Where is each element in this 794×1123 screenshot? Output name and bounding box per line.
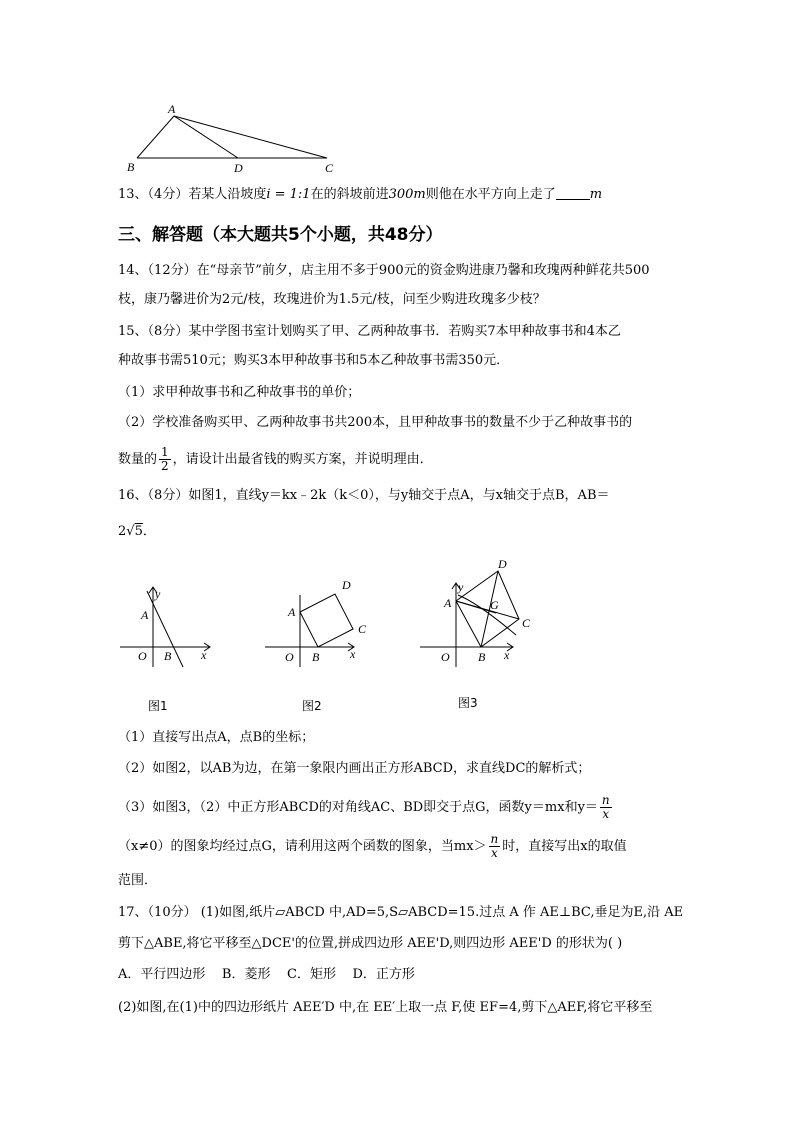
figure-2-svg: [262, 575, 367, 670]
edge-AB: [137, 116, 174, 158]
label-A: A: [141, 608, 149, 622]
q15-part2b-pre: 数量的: [118, 452, 158, 467]
q13-distance: 300m: [388, 187, 426, 202]
fraction-half: [159, 446, 171, 473]
label-A: A: [288, 605, 296, 619]
fig1-caption: 图1: [148, 699, 168, 713]
label-O: O: [138, 649, 147, 663]
triangle-figure: [120, 100, 350, 180]
q15-part1: （1）求甲种故事书和乙种故事书的单价；: [118, 385, 361, 400]
q16-part1: （1）直接写出点A，点B的坐标；: [118, 730, 315, 745]
label-B: B: [164, 649, 172, 663]
option-b[interactable]: B．菱形: [221, 967, 271, 982]
figure-2: [262, 575, 367, 670]
q16-part3-text: （3）如图3，（2）中正方形ABCD的对角线AC、BD即交于点G，函数y＝mx和y＝: [118, 800, 598, 815]
q13-math: i = 1:1: [266, 187, 311, 202]
q16-radicand: 5: [134, 524, 143, 539]
q16-line1: 16、（8分）如图1，直线y＝kx﹣2k（k＜0），与y轴交于点A，与x轴交于点B，AB＝: [118, 488, 610, 503]
q17-line1: 17、（10分） (1)如图,纸片▱ABCD 中,AD=5,S▱ABCD=15.过点 A 作 AE⊥BC,垂足为E,沿 AE: [118, 905, 684, 920]
label-x: x: [350, 647, 356, 661]
frac-numerator: 1: [161, 445, 169, 459]
q16-coef: 2: [118, 524, 127, 539]
fraction-n-over-x: [600, 794, 612, 821]
figure-1-svg: [115, 585, 215, 670]
label-x: x: [201, 648, 207, 662]
section-heading: 三、解答题（本大题共5个小题，共48分）: [118, 225, 443, 245]
q15-part2b-post: ，请设计出最省钱的购买方案，并说明理由．: [172, 452, 433, 467]
figure-3: [418, 555, 538, 670]
label-x: x: [504, 648, 510, 662]
q16-line2: [118, 524, 156, 540]
question-13: [118, 187, 602, 203]
square-ABCD: [456, 571, 519, 647]
sqrt-symbol: √: [126, 524, 135, 539]
label-B: B: [312, 650, 320, 664]
label-G: G: [490, 598, 499, 612]
q15-part2b: [118, 440, 433, 480]
q16-part3: [118, 790, 614, 826]
frac-denominator: 2: [161, 459, 169, 473]
fig3-caption: 图3: [458, 696, 478, 710]
label-y: y: [458, 580, 464, 594]
square-ABCD: [300, 594, 353, 647]
q17-options: [118, 967, 415, 983]
label-B: B: [127, 160, 135, 174]
frac-denominator: x: [602, 807, 610, 821]
label-C: C: [522, 616, 531, 630]
label-D: D: [234, 161, 243, 175]
q15-part2: （2）学校准备购买甲、乙两种故事书共200本，且甲种故事书的数量不少于乙种故事书的: [118, 415, 633, 430]
fig2-caption: 图2: [302, 699, 322, 713]
label-O: O: [285, 650, 294, 664]
label-D: D: [342, 578, 351, 592]
label-A: A: [168, 102, 176, 116]
q16-part3c: 范围．: [118, 873, 158, 888]
figure-3-svg: [418, 555, 538, 670]
label-C: C: [358, 622, 367, 636]
q13-suffix: 则他在水平方向上走了: [425, 187, 556, 202]
label-A: A: [444, 596, 452, 610]
edge-AD: [174, 116, 238, 158]
frac-denominator: x: [491, 846, 498, 860]
q14-line1: 14、（12分）在“母亲节”前夕，店主用不多于900元的资金购进康乃馨和玫瑰两种鲜花共500: [118, 263, 650, 278]
q15-line2: 种故事书需510元；购买3本甲种故事书和5本乙种故事书需350元．: [118, 353, 510, 368]
label-O: O: [441, 650, 450, 664]
triangle-svg: [120, 100, 350, 180]
label-D: D: [498, 557, 507, 571]
option-a[interactable]: A．平行四边形: [118, 967, 206, 982]
label-C: C: [325, 161, 334, 175]
q13-prefix: 13、（4分）若某人沿坡度: [118, 187, 267, 202]
figure-1: [115, 585, 215, 670]
q13-unit: m: [589, 187, 603, 202]
q14-line2: 枝，康乃馨进价为2元/枝，玫瑰进价为1.5元/枝，问至少购进玫瑰多少枝？: [118, 292, 546, 307]
curve-n-over-x: [458, 595, 516, 635]
q16-part3b-pre: （x≠0）的图象均经过点G，请利用这两个函数的图象，当mx＞: [118, 839, 487, 854]
q16-part2: （2）如图2，以AB为边，在第一象限内画出正方形ABCD，求直线DC的解析式；: [118, 761, 591, 776]
q17-line2: 剪下△ABE,将它平移至△DCE'的位置,拼成四边形 AEE'D,则四边形 AEE'D 的形状为( ): [118, 936, 623, 951]
q13-mid: 在的斜坡前进: [310, 187, 389, 202]
q15-line1: 15、（8分）某中学图书室计划购买了甲、乙两种故事书．若购买7本甲种故事书和4本乙: [118, 324, 621, 339]
option-c[interactable]: C．矩形: [287, 967, 336, 982]
edge-AC: [174, 116, 327, 158]
frac-numerator: n: [490, 832, 499, 846]
q16-part3b: [118, 829, 627, 865]
q16-part3b-post: 时，直接写出x的取值: [502, 839, 627, 854]
q17-line4: (2)如图,在(1)中的四边形纸片 AEE′D 中,在 EE′上取一点 F,使 EF=4,剪下△AEF,将它平移至: [118, 1000, 653, 1015]
answer-blank[interactable]: [556, 187, 590, 200]
fraction-n-over-x-2: [489, 833, 501, 860]
label-B: B: [478, 650, 486, 664]
q16-end: ．: [142, 524, 156, 539]
label-y: y: [155, 587, 161, 601]
option-d[interactable]: D．正方形: [352, 967, 415, 982]
frac-numerator: n: [601, 793, 610, 807]
